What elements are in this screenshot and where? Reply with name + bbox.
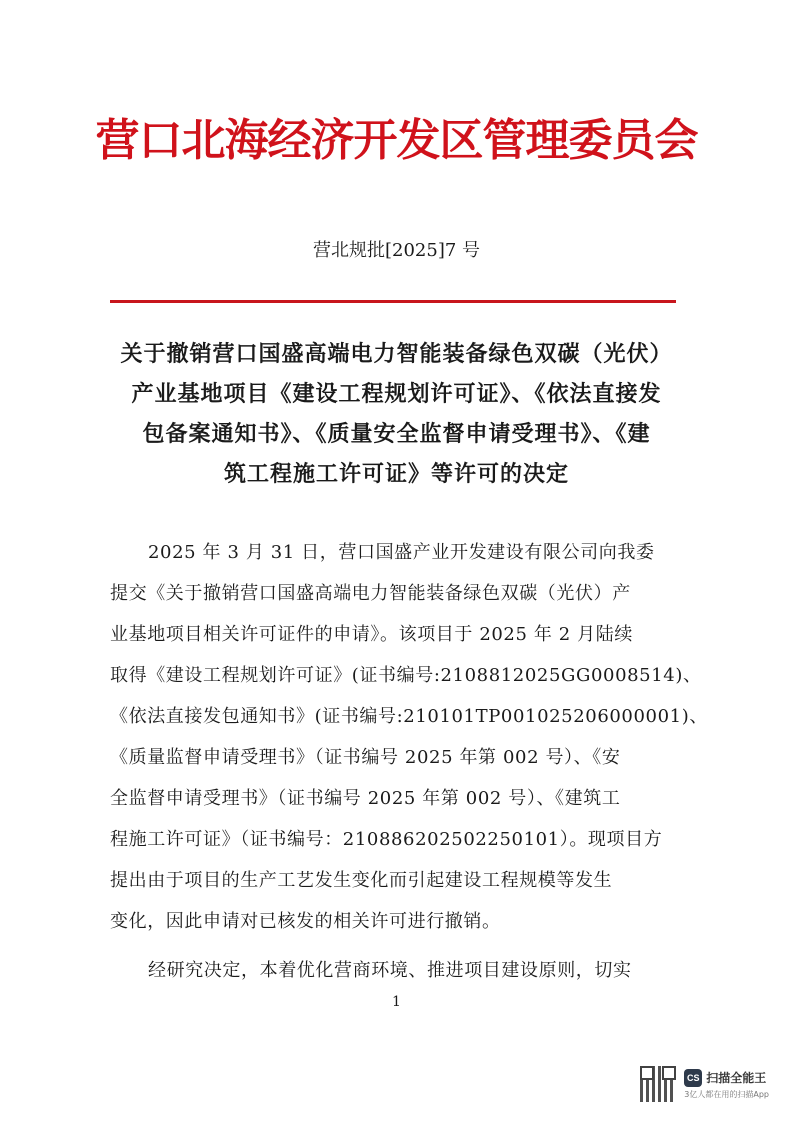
scanner-watermark xyxy=(640,1066,769,1102)
title-line: 筑工程施工许可证》等许可的决定 xyxy=(223,461,569,487)
document-number: 营北规批[2025]7 号 xyxy=(312,240,481,261)
body-line: 取得《建设工程规划许可证》(证书编号:2108812025GG0008514)、 xyxy=(110,665,702,686)
body-paragraph xyxy=(110,532,708,942)
watermark-text-group xyxy=(684,1069,769,1100)
body-line: 提出由于项目的生产工艺发生变化而引起建设工程规模等发生 xyxy=(110,870,613,891)
body-line: 《依法直接发包通知书》(证书编号:210101TP001025206000001)、 xyxy=(110,706,708,727)
watermark-brand-row xyxy=(684,1069,769,1087)
document-body xyxy=(110,532,708,991)
body-line: 业基地项目相关许可证件的申请》。该项目于 2025 年 2 月陆续 xyxy=(110,624,633,645)
body-line: 提交《关于撤销营口国盛高端电力智能装备绿色双碳（光伏）产 xyxy=(110,583,631,604)
watermark-slogan: 3亿人都在用的扫描App xyxy=(684,1089,769,1099)
body-line: 程施工许可证》（证书编号：210886202502250101）。现项目方 xyxy=(110,829,663,850)
body-line: 变化，因此申请对已核发的相关许可进行撤销。 xyxy=(110,911,501,932)
page-number: 1 xyxy=(392,994,401,1010)
title-line: 包备案通知书》、《质量安全监督申请受理书》、《建 xyxy=(142,421,651,447)
camscanner-logo-icon: CS xyxy=(684,1069,702,1087)
body-line: 经研究决定，本着优化营商环境、推进项目建设原则，切实 xyxy=(148,960,632,981)
document-title xyxy=(100,334,693,494)
body-line: 《质量监督申请受理书》（证书编号 2025 年第 002 号）、《安 xyxy=(110,747,621,768)
watermark-brand-name: 扫描全能王 xyxy=(706,1071,767,1085)
body-line: 2025 年 3 月 31 日，营口国盛产业开发建设有限公司向我委 xyxy=(148,542,655,563)
title-line: 产业基地项目《建设工程规划许可证》、《依法直接发 xyxy=(131,381,662,407)
qr-code-icon xyxy=(640,1066,676,1102)
red-divider-rule xyxy=(110,300,676,303)
paragraph-gap xyxy=(110,942,690,950)
issuing-authority-header: 营口北海经济开发区管理委员会 xyxy=(95,115,698,166)
title-line: 关于撤销营口国盛高端电力智能装备绿色双碳（光伏） xyxy=(120,341,673,367)
body-paragraph xyxy=(110,950,690,991)
body-line: 全监督申请受理书》（证书编号 2025 年第 002 号）、《建筑工 xyxy=(110,788,621,809)
